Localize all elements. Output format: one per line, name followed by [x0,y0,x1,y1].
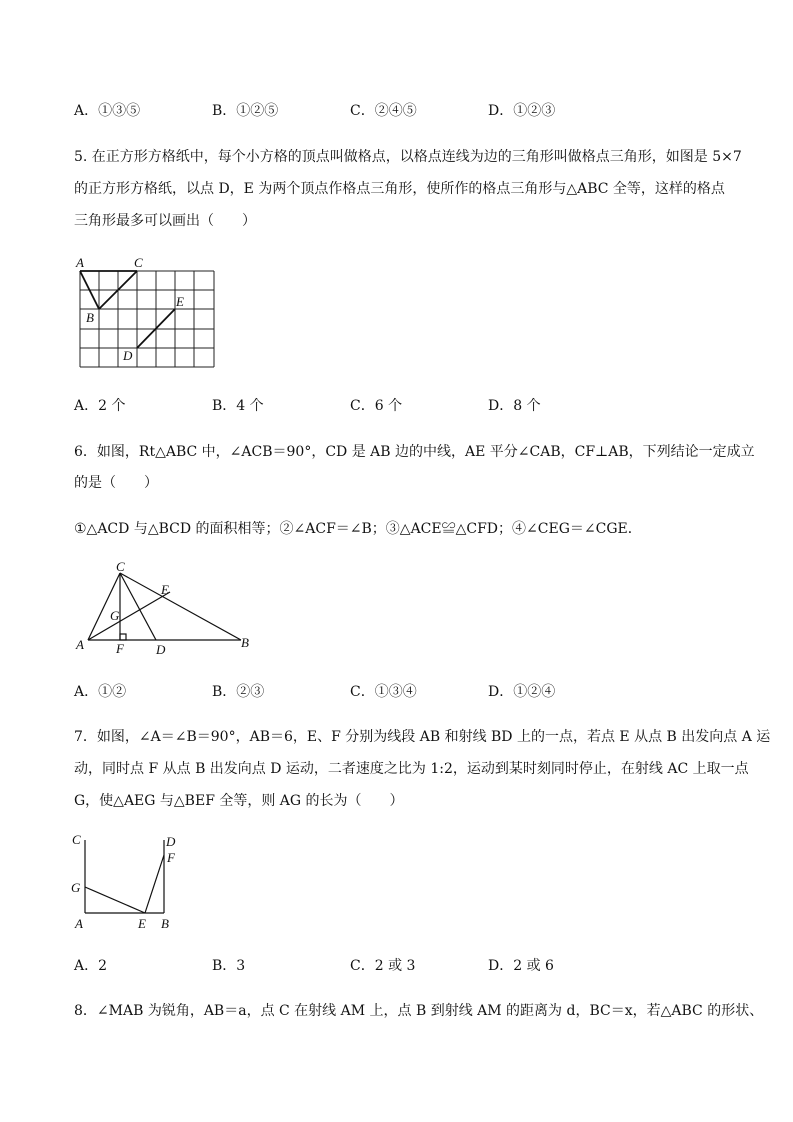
q6-line-1: 6．如图，Rt△ABC 中，∠ACB＝90°，CD 是 AB 边的中线，AE 平分∠CAB，CF⊥AB，下列结论一定成立 [74,444,755,460]
q5-line-2: 的正方形方格纸，以点 D，E 为两个顶点作格点三角形，使所作的格点三角形与△ABC 全等，这样的格点 [74,181,725,197]
q7-label-b: B [161,916,169,931]
q5-line-3: 三角形最多可以画出（ ） [74,213,256,229]
q7-label-e: E [138,916,146,931]
q6-option-b: B．②③ [212,684,265,700]
q7-line-2: 动，同时点 F 从点 B 出发向点 D 运动，二者速度之比为 1:2，运动到某时刻同时停止，在射线 AC 上取一点 [74,761,749,777]
q5-option-b: B．4 个 [212,398,264,414]
q8-line-1: 8．∠MAB 为锐角，AB＝a，点 C 在射线 AM 上，点 B 到射线 AM 的距离为 d，BC＝x，若△ABC 的形状、 [74,1003,764,1019]
q6-label-f: F [116,641,124,656]
q4-option-c: C．②④⑤ [350,103,417,119]
q7-option-b: B．3 [212,958,246,974]
q7-label-d: D [166,834,176,849]
q5-line-1: 5. 在正方形方格纸中，每个小方格的顶点叫做格点，以格点连线为边的三角形叫做格点三角形，如图是 5×7 [74,149,742,165]
q7-figure [66,828,196,936]
q6-option-d: D．①②④ [488,684,556,700]
q6-label-b: B [241,635,249,650]
q7-line-3: G，使△AEG 与△BEF 全等，则 AG 的长为（ ） [74,793,404,809]
q5-option-a: A．2 个 [74,398,126,414]
q6-conclusions: ①△ACD 与△BCD 的面积相等；②∠ACF＝∠B；③△ACE≌△CFD；④∠CEG＝∠CGE． [74,521,642,537]
q7-label-f: F [167,850,175,865]
q7-option-a: A．2 [74,958,108,974]
q5-label-a: A [76,255,84,270]
q5-grid-figure [70,252,230,372]
q5-label-d: D [123,348,133,363]
q6-option-c: C．①③④ [350,684,417,700]
q6-triangle-figure [70,558,270,658]
q7-label-c: C [72,832,81,847]
q5-option-d: D．8 个 [488,398,541,414]
q5-label-c: C [134,255,143,270]
q7-label-a: A [75,916,83,931]
q5-label-e: E [176,294,184,309]
q4-option-b: B．①②⑤ [212,103,279,119]
q5-option-c: C．6 个 [350,398,403,414]
q7-option-c: C．2 或 3 [350,958,416,974]
q6-option-a: A．①② [74,684,127,700]
q6-label-e: E [161,582,169,597]
q6-label-g: G [110,608,120,623]
q6-label-d: D [156,642,166,657]
q4-option-a: A．①③⑤ [74,103,141,119]
q6-label-a: A [76,637,84,652]
q6-line-2: 的是（ ） [74,475,158,491]
q7-option-d: D．2 或 6 [488,958,554,974]
q5-label-b: B [86,310,94,325]
q5-grid-lines [80,271,214,367]
q7-line-1: 7．如图，∠A＝∠B＝90°，AB＝6，E、F 分别为线段 AB 和射线 BD 上的一点，若点 E 从点 B 出发向点 A 运 [74,729,771,745]
q6-label-c: C [116,559,125,574]
q7-label-g: G [71,880,81,895]
q4-option-d: D．①②③ [488,103,556,119]
